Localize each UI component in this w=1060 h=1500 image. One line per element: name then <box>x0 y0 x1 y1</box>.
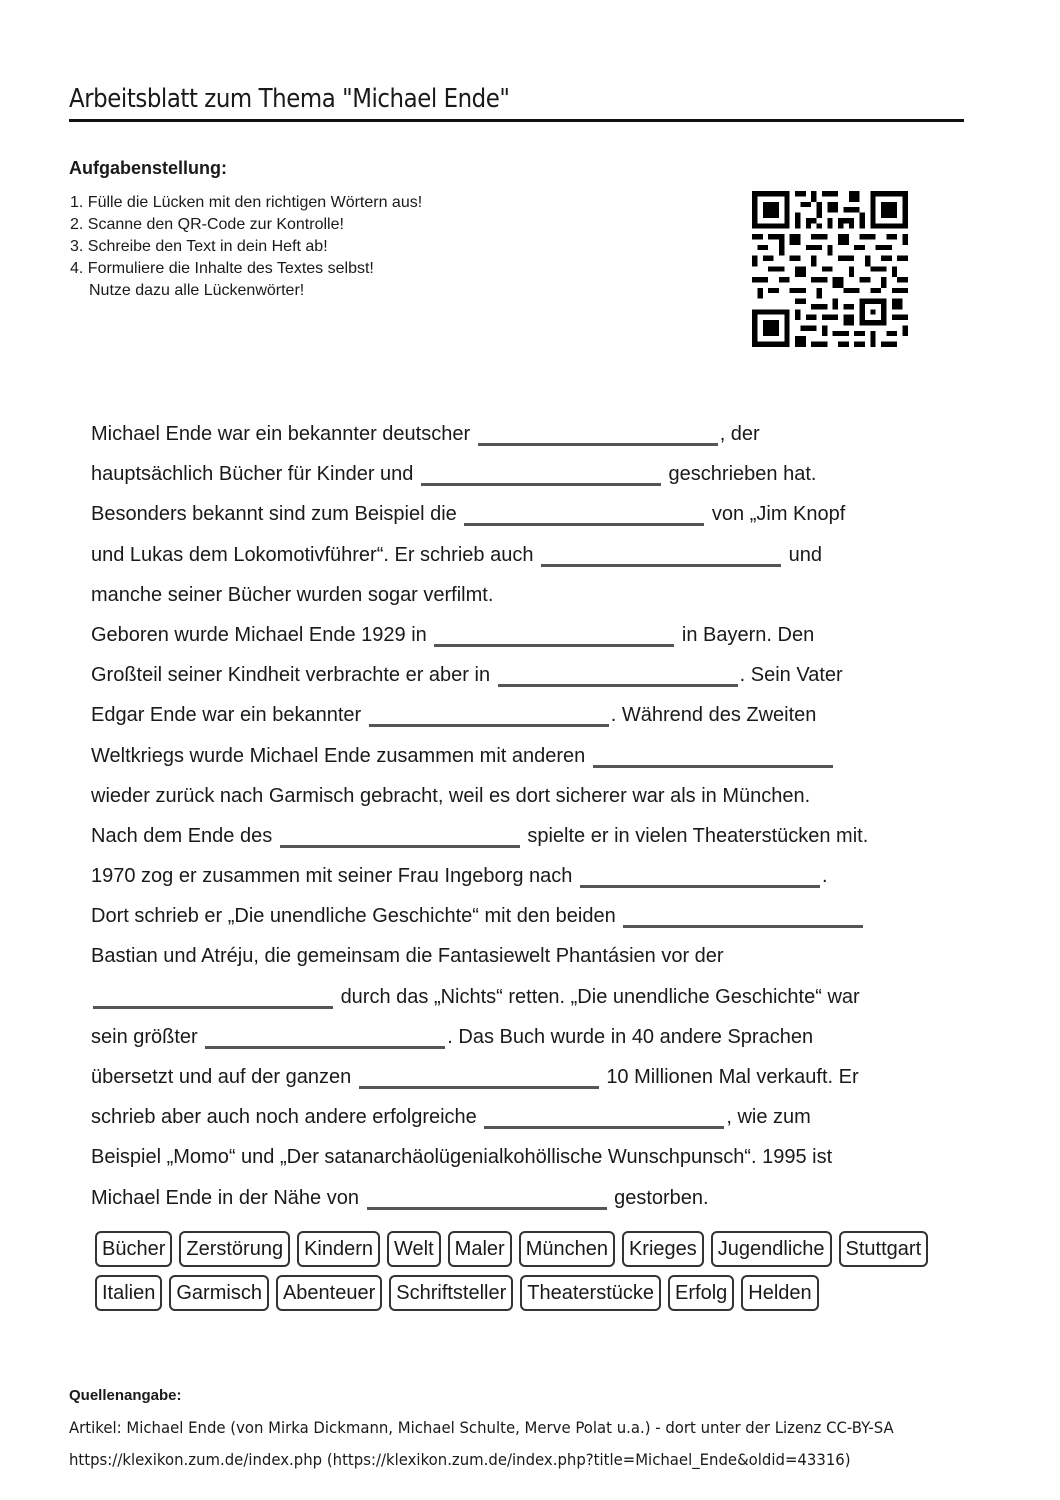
text-line: Beispiel „Momo“ und „Der satanarchäolügenialkohöllische Wunschpunsch“. 1995 ist <box>91 1146 833 1169</box>
task-list <box>70 192 422 302</box>
qr-code-icon[interactable] <box>752 191 908 347</box>
text-line: übersetzt und auf der ganzen 10 Millionen Mal verkauft. Er <box>91 1066 859 1088</box>
task-item: 2. Scanne den QR-Code zur Kontrolle! <box>70 216 344 233</box>
gap-field[interactable] <box>478 421 718 446</box>
text-line: Weltkriegs wurde Michael Ende zusammen mit anderen <box>91 736 951 776</box>
word-chip[interactable]: Erfolg <box>668 1275 734 1311</box>
word-chip[interactable]: Zerstörung <box>179 1231 290 1267</box>
word-chip[interactable]: Stuttgart <box>839 1231 929 1267</box>
task-item: Nutze dazu alle Lückenwörter! <box>89 282 305 299</box>
word-chip[interactable]: München <box>519 1231 615 1267</box>
text-line: Geboren wurde Michael Ende 1929 in in Bayern. Den <box>91 623 815 646</box>
source-citation: Artikel: Michael Ende (von Mirka Dickmann, Michael Schulte, Merve Polat u.a.) - dort unter der Lizenz CC-BY-SA <box>69 1418 894 1437</box>
text-line: Edgar Ende war ein bekannter . Während des Zweiten <box>91 704 817 727</box>
title-divider <box>69 119 964 122</box>
text-line: manche seiner Bücher wurden sogar verfilmt. <box>91 583 494 606</box>
word-chip[interactable]: Theaterstücke <box>520 1275 661 1311</box>
task-heading: Aufgabenstellung: <box>69 158 227 178</box>
text-line: Dort schrieb er „Die unendliche Geschichte“ mit den beiden <box>91 896 951 936</box>
gap-field[interactable] <box>367 1185 607 1210</box>
word-chip[interactable]: Garmisch <box>169 1275 269 1311</box>
gap-field[interactable] <box>359 1064 599 1089</box>
text-line: wieder zurück nach Garmisch gebracht, weil es dort sicherer war als in München. <box>91 784 811 807</box>
word-chip[interactable]: Krieges <box>622 1231 704 1267</box>
source-url[interactable]: https://klexikon.zum.de/index.php (https://klexikon.zum.de/index.php?title=Michael_Ende&oldid=43316) <box>69 1450 851 1469</box>
text-line: Besonders bekannt sind zum Beispiel die von „Jim Knopf <box>91 503 846 526</box>
word-chip[interactable]: Abenteuer <box>276 1275 382 1311</box>
gap-field[interactable] <box>421 461 661 486</box>
word-chip[interactable]: Italien <box>95 1275 162 1311</box>
word-chip[interactable]: Maler <box>448 1231 512 1267</box>
task-item: 3. Schreibe den Text in dein Heft ab! <box>70 238 328 255</box>
word-chip[interactable]: Kindern <box>297 1231 380 1267</box>
page-title: Arbeitsblatt zum Thema "Michael Ende" <box>69 84 510 114</box>
gap-field[interactable] <box>593 743 833 768</box>
gap-field[interactable] <box>580 863 820 888</box>
text-line: Nach dem Ende des spielte er in vielen Theaterstücken mit. <box>91 824 869 847</box>
word-chip[interactable]: Welt <box>387 1231 441 1267</box>
text-line: Großteil seiner Kindheit verbrachte er aber in . Sein Vater <box>91 664 843 687</box>
gap-field[interactable] <box>205 1024 445 1049</box>
gap-field[interactable] <box>541 542 781 567</box>
text-line: hauptsächlich Bücher für Kinder und geschrieben hat. <box>91 463 817 486</box>
text-line: schrieb aber auch noch andere erfolgreiche , wie zum <box>91 1106 811 1129</box>
word-chip[interactable]: Jugendliche <box>711 1231 832 1267</box>
word-chip[interactable]: Schriftsteller <box>389 1275 513 1311</box>
gap-field[interactable] <box>498 662 738 687</box>
cloze-text <box>91 414 951 1218</box>
gap-field[interactable] <box>464 501 704 526</box>
gap-field[interactable] <box>369 702 609 727</box>
word-chip[interactable]: Helden <box>741 1275 818 1311</box>
text-line: Michael Ende in der Nähe von gestorben. <box>91 1186 709 1209</box>
task-item: 4. Formuliere die Inhalte des Textes selbst! <box>70 260 374 277</box>
gap-field[interactable] <box>484 1104 724 1129</box>
text-line: Michael Ende war ein bekannter deutscher , der <box>91 423 760 445</box>
word-chip[interactable]: Bücher <box>95 1231 172 1267</box>
text-line: und Lukas dem Lokomotivführer“. Er schrieb auch und <box>91 543 822 566</box>
gap-field[interactable] <box>93 984 333 1009</box>
text-line: 1970 zog er zusammen mit seiner Frau Ingeborg nach . <box>91 865 828 888</box>
sources-heading: Quellenangabe: <box>69 1387 182 1404</box>
gap-field[interactable] <box>434 622 674 647</box>
gap-field[interactable] <box>280 823 520 848</box>
task-item: 1. Fülle die Lücken mit den richtigen Wörtern aus! <box>70 194 423 211</box>
text-line: durch das „Nichts“ retten. „Die unendliche Geschichte“ war <box>91 977 951 1017</box>
gap-field[interactable] <box>623 903 863 928</box>
text-line: sein größter . Das Buch wurde in 40 andere Sprachen <box>91 1025 814 1048</box>
word-bank <box>95 1231 935 1311</box>
text-line: Bastian und Atréju, die gemeinsam die Fantasiewelt Phantásien vor der <box>91 945 724 968</box>
